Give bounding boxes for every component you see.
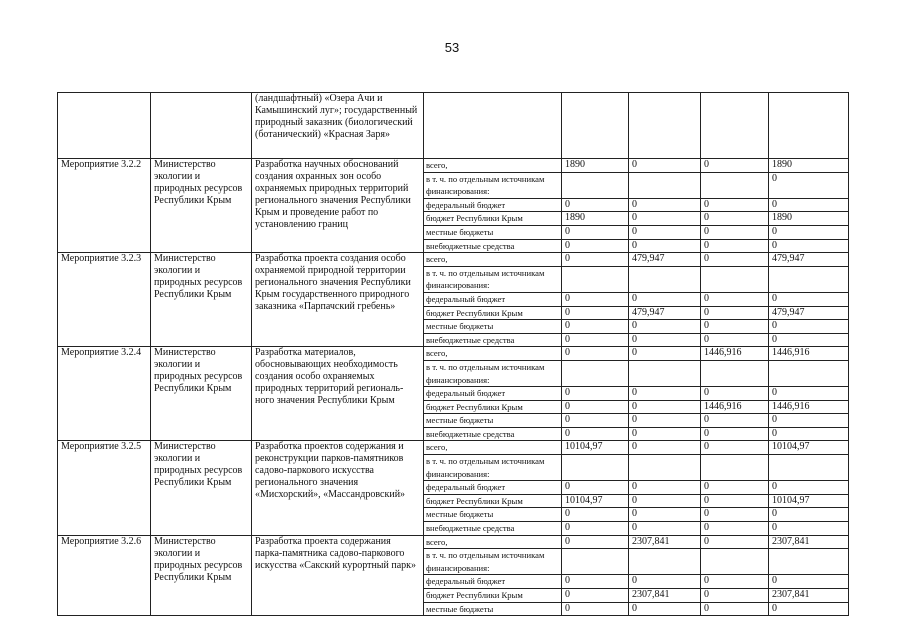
funding-value-v1 <box>562 172 629 198</box>
funding-value-v2: 0 <box>629 481 701 495</box>
funding-value-v4: 0 <box>769 575 849 589</box>
funding-value-v3 <box>701 455 769 481</box>
funding-value-v1: 0 <box>562 253 629 267</box>
funding-value-v3: 0 <box>701 306 769 320</box>
event-executor: Министерство экологии и природных ресурсов Республики Крым <box>151 441 252 535</box>
intro-cell-description: (ландшафтный) «Озера Ачи и Камышинский луг»; государственный природный заказник (биологический (ботанический) «Красная Заря» <box>252 93 424 159</box>
funding-value-v4: 1890 <box>769 159 849 173</box>
funding-value-v1 <box>562 549 629 575</box>
funding-value-v2: 0 <box>629 522 701 536</box>
funding-value-v2: 0 <box>629 159 701 173</box>
funding-value-v1: 0 <box>562 239 629 253</box>
funding-value-v2: 2307,841 <box>629 589 701 603</box>
funding-value-v2 <box>629 549 701 575</box>
funding-value-v3: 0 <box>701 333 769 347</box>
funding-value-v4 <box>769 455 849 481</box>
event-description: Разработка материалов, обосновывающих необходимость создания особо охраняемых природных территорий региональ-ного значения Республики Крым <box>252 347 424 441</box>
funding-value-v3: 0 <box>701 225 769 239</box>
funding-value-v3: 0 <box>701 441 769 455</box>
funding-value-v2: 0 <box>629 333 701 347</box>
funding-value-v1: 0 <box>562 575 629 589</box>
funding-value-v3: 0 <box>701 575 769 589</box>
funding-source: в т. ч. по отдельным источникам финансирования: <box>424 455 562 481</box>
funding-source: федеральный бюджет <box>424 387 562 401</box>
funding-value-v4: 0 <box>769 387 849 401</box>
funding-source: местные бюджеты <box>424 225 562 239</box>
funding-value-v2: 0 <box>629 602 701 616</box>
funding-source: всего, <box>424 441 562 455</box>
funding-value-v3: 0 <box>701 198 769 212</box>
event-code: Мероприятие 3.2.2 <box>58 159 151 253</box>
funding-value-v3 <box>701 549 769 575</box>
funding-value-v3: 1446,916 <box>701 347 769 361</box>
event-description: Разработка проекта создания особо охраняемой природной территории регионального значения Республики Крым государственного природного заказника «Парпачский гребень» <box>252 253 424 347</box>
intro-cell-value <box>769 93 849 159</box>
funding-value-v1: 0 <box>562 400 629 414</box>
funding-value-v4 <box>769 266 849 292</box>
event-code: Мероприятие 3.2.3 <box>58 253 151 347</box>
funding-source: в т. ч. по отдельным источникам финансирования: <box>424 266 562 292</box>
event-code: Мероприятие 3.2.5 <box>58 441 151 535</box>
funding-value-v1: 0 <box>562 387 629 401</box>
event-description: Разработка научных обоснований создания охранных зон особо охраняемых природных территорий регионального значения Республики Крым и проведение работ по установлению границ <box>252 159 424 253</box>
event-executor: Министерство экологии и природных ресурсов Республики Крым <box>151 347 252 441</box>
funding-source: в т. ч. по отдельным источникам финансирования: <box>424 360 562 386</box>
funding-value-v1 <box>562 455 629 481</box>
funding-source: бюджет Республики Крым <box>424 212 562 226</box>
funding-source: местные бюджеты <box>424 508 562 522</box>
funding-value-v1 <box>562 360 629 386</box>
funding-value-v1: 0 <box>562 522 629 536</box>
funding-value-v2: 0 <box>629 427 701 441</box>
event-code: Мероприятие 3.2.6 <box>58 535 151 616</box>
funding-value-v3: 0 <box>701 494 769 508</box>
funding-value-v2: 0 <box>629 414 701 428</box>
funding-value-v3: 0 <box>701 414 769 428</box>
funding-value-v4: 0 <box>769 522 849 536</box>
funding-value-v3: 0 <box>701 387 769 401</box>
funding-value-v1 <box>562 266 629 292</box>
intro-cell-code <box>58 93 151 159</box>
funding-value-v3: 0 <box>701 589 769 603</box>
intro-cell-executor <box>151 93 252 159</box>
funding-value-v2: 0 <box>629 212 701 226</box>
funding-source: местные бюджеты <box>424 602 562 616</box>
funding-value-v4: 1890 <box>769 212 849 226</box>
funding-value-v3: 0 <box>701 481 769 495</box>
funding-value-v3: 0 <box>701 602 769 616</box>
funding-value-v2: 0 <box>629 441 701 455</box>
funding-value-v1: 0 <box>562 333 629 347</box>
funding-source: бюджет Республики Крым <box>424 400 562 414</box>
funding-value-v2: 2307,841 <box>629 535 701 549</box>
funding-value-v1: 0 <box>562 414 629 428</box>
funding-source: внебюджетные средства <box>424 522 562 536</box>
funding-value-v4: 0 <box>769 602 849 616</box>
funding-value-v3: 0 <box>701 522 769 536</box>
funding-value-v2: 0 <box>629 508 701 522</box>
funding-source: местные бюджеты <box>424 414 562 428</box>
intro-cell-source <box>424 93 562 159</box>
event-executor: Министерство экологии и природных ресурсов Республики Крым <box>151 159 252 253</box>
funding-row <box>58 441 849 455</box>
funding-value-v4: 1446,916 <box>769 347 849 361</box>
funding-source: в т. ч. по отдельным источникам финансирования: <box>424 172 562 198</box>
funding-value-v2 <box>629 172 701 198</box>
funding-source: федеральный бюджет <box>424 575 562 589</box>
financing-table <box>57 92 849 616</box>
funding-value-v4: 0 <box>769 333 849 347</box>
funding-source: всего, <box>424 253 562 267</box>
funding-value-v4: 10104,97 <box>769 494 849 508</box>
funding-value-v4: 0 <box>769 225 849 239</box>
funding-value-v3: 0 <box>701 320 769 334</box>
funding-value-v2: 0 <box>629 292 701 306</box>
funding-value-v2 <box>629 455 701 481</box>
funding-source: бюджет Республики Крым <box>424 306 562 320</box>
event-description: Разработка проектов содержания и реконструкции парков-памятников садово-паркового искусства регионального значения «Мисхорский», «Массандровский» <box>252 441 424 535</box>
event-executor: Министерство экологии и природных ресурсов Республики Крым <box>151 253 252 347</box>
page-number: 53 <box>444 40 460 55</box>
funding-value-v3 <box>701 172 769 198</box>
funding-source: внебюджетные средства <box>424 427 562 441</box>
funding-value-v1: 0 <box>562 225 629 239</box>
funding-value-v2 <box>629 360 701 386</box>
funding-source: федеральный бюджет <box>424 292 562 306</box>
funding-value-v2 <box>629 266 701 292</box>
funding-value-v4: 479,947 <box>769 306 849 320</box>
funding-value-v3: 1446,916 <box>701 400 769 414</box>
funding-source: бюджет Республики Крым <box>424 494 562 508</box>
funding-value-v1: 0 <box>562 535 629 549</box>
funding-value-v4: 0 <box>769 320 849 334</box>
funding-value-v1: 0 <box>562 602 629 616</box>
event-executor: Министерство экологии и природных ресурсов Республики Крым <box>151 535 252 616</box>
funding-source: всего, <box>424 347 562 361</box>
intro-cell-value <box>562 93 629 159</box>
funding-value-v2: 0 <box>629 494 701 508</box>
funding-value-v4 <box>769 360 849 386</box>
funding-value-v1: 10104,97 <box>562 494 629 508</box>
funding-value-v3: 0 <box>701 253 769 267</box>
funding-value-v1: 0 <box>562 306 629 320</box>
funding-value-v2: 479,947 <box>629 253 701 267</box>
funding-source: местные бюджеты <box>424 320 562 334</box>
funding-value-v1: 0 <box>562 481 629 495</box>
funding-value-v1: 0 <box>562 508 629 522</box>
intro-cell-value <box>701 93 769 159</box>
event-description: Разработка проекта содержания парка-памятника садово-паркового искусства «Сакский курортный парк» <box>252 535 424 616</box>
funding-value-v4: 0 <box>769 292 849 306</box>
funding-value-v1: 10104,97 <box>562 441 629 455</box>
funding-value-v1: 1890 <box>562 212 629 226</box>
event-code: Мероприятие 3.2.4 <box>58 347 151 441</box>
funding-value-v4: 10104,97 <box>769 441 849 455</box>
funding-value-v2: 0 <box>629 387 701 401</box>
funding-source: бюджет Республики Крым <box>424 589 562 603</box>
funding-value-v3: 0 <box>701 159 769 173</box>
funding-value-v2: 0 <box>629 575 701 589</box>
funding-value-v1: 0 <box>562 589 629 603</box>
funding-source: всего, <box>424 535 562 549</box>
funding-value-v4: 2307,841 <box>769 535 849 549</box>
funding-value-v3 <box>701 266 769 292</box>
funding-value-v3: 0 <box>701 508 769 522</box>
funding-value-v1: 0 <box>562 320 629 334</box>
funding-value-v1: 0 <box>562 427 629 441</box>
funding-value-v2: 0 <box>629 225 701 239</box>
funding-value-v4: 479,947 <box>769 253 849 267</box>
funding-source: федеральный бюджет <box>424 198 562 212</box>
funding-value-v4: 1446,916 <box>769 400 849 414</box>
funding-value-v4: 0 <box>769 414 849 428</box>
intro-row <box>58 93 849 159</box>
funding-value-v2: 0 <box>629 320 701 334</box>
funding-value-v1: 0 <box>562 347 629 361</box>
funding-value-v3: 0 <box>701 292 769 306</box>
funding-source: федеральный бюджет <box>424 481 562 495</box>
funding-value-v4: 0 <box>769 481 849 495</box>
funding-value-v2: 0 <box>629 400 701 414</box>
funding-row <box>58 535 849 549</box>
funding-source: в т. ч. по отдельным источникам финансирования: <box>424 549 562 575</box>
funding-value-v2: 0 <box>629 239 701 253</box>
funding-source: всего, <box>424 159 562 173</box>
funding-value-v2: 479,947 <box>629 306 701 320</box>
funding-value-v3: 0 <box>701 212 769 226</box>
funding-source: внебюджетные средства <box>424 239 562 253</box>
funding-value-v4: 0 <box>769 198 849 212</box>
funding-value-v1: 1890 <box>562 159 629 173</box>
funding-value-v2: 0 <box>629 347 701 361</box>
funding-value-v3: 0 <box>701 239 769 253</box>
funding-value-v4: 0 <box>769 508 849 522</box>
funding-value-v3 <box>701 360 769 386</box>
funding-value-v2: 0 <box>629 198 701 212</box>
intro-cell-value <box>629 93 701 159</box>
funding-row <box>58 253 849 267</box>
funding-value-v4: 2307,841 <box>769 589 849 603</box>
funding-value-v1: 0 <box>562 198 629 212</box>
funding-source: внебюджетные средства <box>424 333 562 347</box>
funding-row <box>58 159 849 173</box>
funding-value-v4: 0 <box>769 239 849 253</box>
funding-value-v1: 0 <box>562 292 629 306</box>
funding-value-v4: 0 <box>769 172 849 198</box>
funding-value-v4 <box>769 549 849 575</box>
funding-value-v3: 0 <box>701 535 769 549</box>
funding-row <box>58 347 849 361</box>
funding-value-v4: 0 <box>769 427 849 441</box>
funding-value-v3: 0 <box>701 427 769 441</box>
